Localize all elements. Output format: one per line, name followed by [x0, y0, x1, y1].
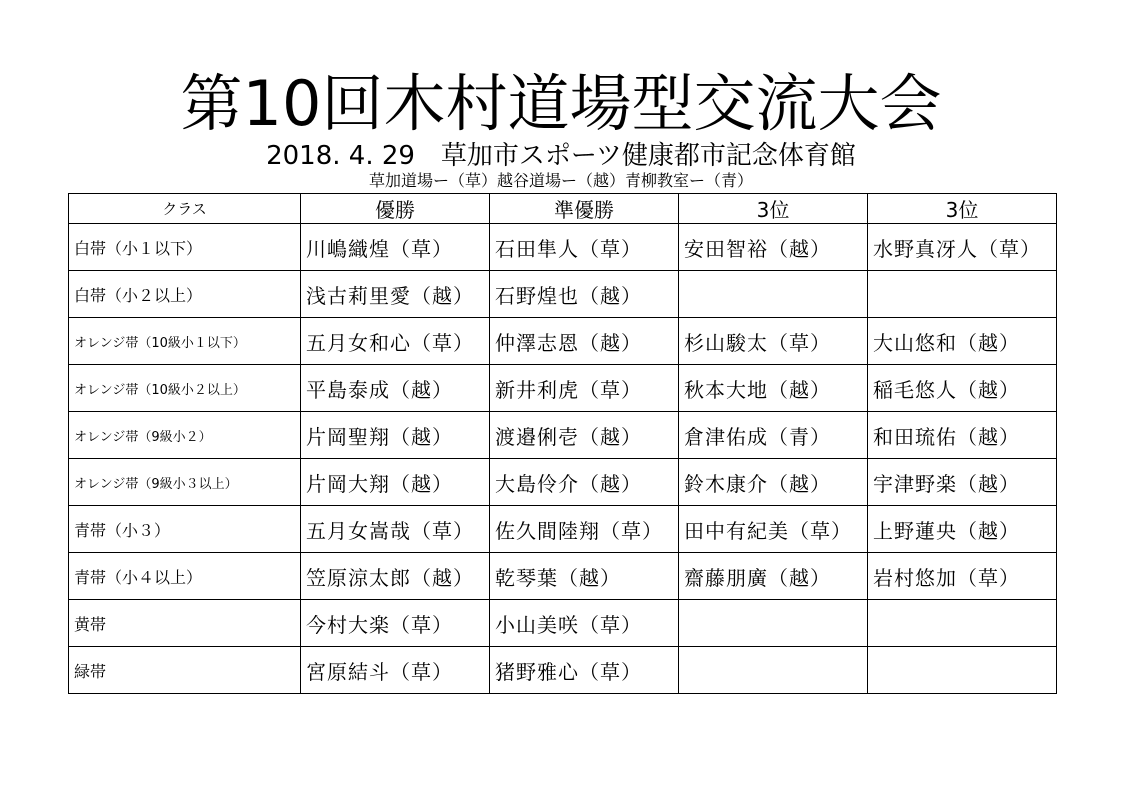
winner-cell: 片岡聖翔（越）: [301, 412, 490, 459]
column-header-third-place: 3位: [679, 194, 868, 224]
class-cell: 青帯（小４以上）: [69, 553, 301, 600]
runner-up-cell: 石田隼人（草）: [490, 224, 679, 271]
column-header-runner-up: 準優勝: [490, 194, 679, 224]
third-place-cell: 安田智裕（越）: [679, 224, 868, 271]
class-cell: オレンジ帯（9級小３以上）: [69, 459, 301, 506]
class-cell: 白帯（小２以上）: [69, 271, 301, 318]
runner-up-cell: 大島伶介（越）: [490, 459, 679, 506]
table-row: [69, 647, 1057, 694]
runner-up-cell: 猪野雅心（草）: [490, 647, 679, 694]
third-place-cell: [679, 647, 868, 694]
third-place-cell: [868, 647, 1057, 694]
third-place-cell: 鈴木康介（越）: [679, 459, 868, 506]
class-cell: 白帯（小１以下）: [69, 224, 301, 271]
winner-cell: 笠原涼太郎（越）: [301, 553, 490, 600]
third-place-cell: 水野真冴人（草）: [868, 224, 1057, 271]
third-place-cell: 齋藤朋廣（越）: [679, 553, 868, 600]
dojo-abbreviation-legend: 草加道場ー（草）越谷道場ー（越）青柳教室ー（青）: [368, 171, 753, 190]
winner-cell: 平島泰成（越）: [301, 365, 490, 412]
runner-up-cell: 乾琴葉（越）: [490, 553, 679, 600]
table-row: [69, 224, 1057, 271]
third-place-cell: 上野蓮央（越）: [868, 506, 1057, 553]
third-place-cell: 秋本大地（越）: [679, 365, 868, 412]
third-place-cell: 大山悠和（越）: [868, 318, 1057, 365]
results-table: [68, 193, 1057, 694]
winner-cell: 今村大楽（草）: [301, 600, 490, 647]
table-row: [69, 271, 1057, 318]
column-header-winner: 優勝: [301, 194, 490, 224]
winner-cell: 浅古莉里愛（越）: [301, 271, 490, 318]
winner-cell: 五月女嵩哉（草）: [301, 506, 490, 553]
table-row: [69, 365, 1057, 412]
class-cell: オレンジ帯（10級小１以下）: [69, 318, 301, 365]
winner-cell: 片岡大翔（越）: [301, 459, 490, 506]
runner-up-cell: 石野煌也（越）: [490, 271, 679, 318]
third-place-cell: 宇津野楽（越）: [868, 459, 1057, 506]
table-row: [69, 553, 1057, 600]
column-header-class: クラス: [69, 194, 301, 224]
third-place-cell: 田中有紀美（草）: [679, 506, 868, 553]
header-row: [69, 194, 1057, 224]
runner-up-cell: 佐久間陸翔（草）: [490, 506, 679, 553]
table-row: [69, 459, 1057, 506]
third-place-cell: 稲毛悠人（越）: [868, 365, 1057, 412]
third-place-cell: [868, 271, 1057, 318]
third-place-cell: 和田琉佑（越）: [868, 412, 1057, 459]
class-cell: オレンジ帯（9級小２）: [69, 412, 301, 459]
winner-cell: 五月女和心（草）: [301, 318, 490, 365]
winner-cell: 川嶋織煌（草）: [301, 224, 490, 271]
third-place-cell: 杉山駿太（草）: [679, 318, 868, 365]
third-place-cell: [679, 600, 868, 647]
runner-up-cell: 小山美咲（草）: [490, 600, 679, 647]
table-row: [69, 318, 1057, 365]
third-place-cell: [679, 271, 868, 318]
page-title: 第10回木村道場型交流大会: [180, 67, 942, 140]
table-row: [69, 412, 1057, 459]
table-row: [69, 506, 1057, 553]
table-row: [69, 600, 1057, 647]
winner-cell: 宮原結斗（草）: [301, 647, 490, 694]
runner-up-cell: 仲澤志恩（越）: [490, 318, 679, 365]
third-place-cell: [868, 600, 1057, 647]
class-cell: 青帯（小３）: [69, 506, 301, 553]
class-cell: 黄帯: [69, 600, 301, 647]
runner-up-cell: 渡邉俐壱（越）: [490, 412, 679, 459]
column-header-third-place: 3位: [868, 194, 1057, 224]
third-place-cell: 岩村悠加（草）: [868, 553, 1057, 600]
class-cell: オレンジ帯（10級小２以上）: [69, 365, 301, 412]
event-date-venue: 2018. 4. 29 草加市スポーツ健康都市記念体育館: [266, 141, 856, 171]
runner-up-cell: 新井利虎（草）: [490, 365, 679, 412]
class-cell: 緑帯: [69, 647, 301, 694]
third-place-cell: 倉津佑成（青）: [679, 412, 868, 459]
